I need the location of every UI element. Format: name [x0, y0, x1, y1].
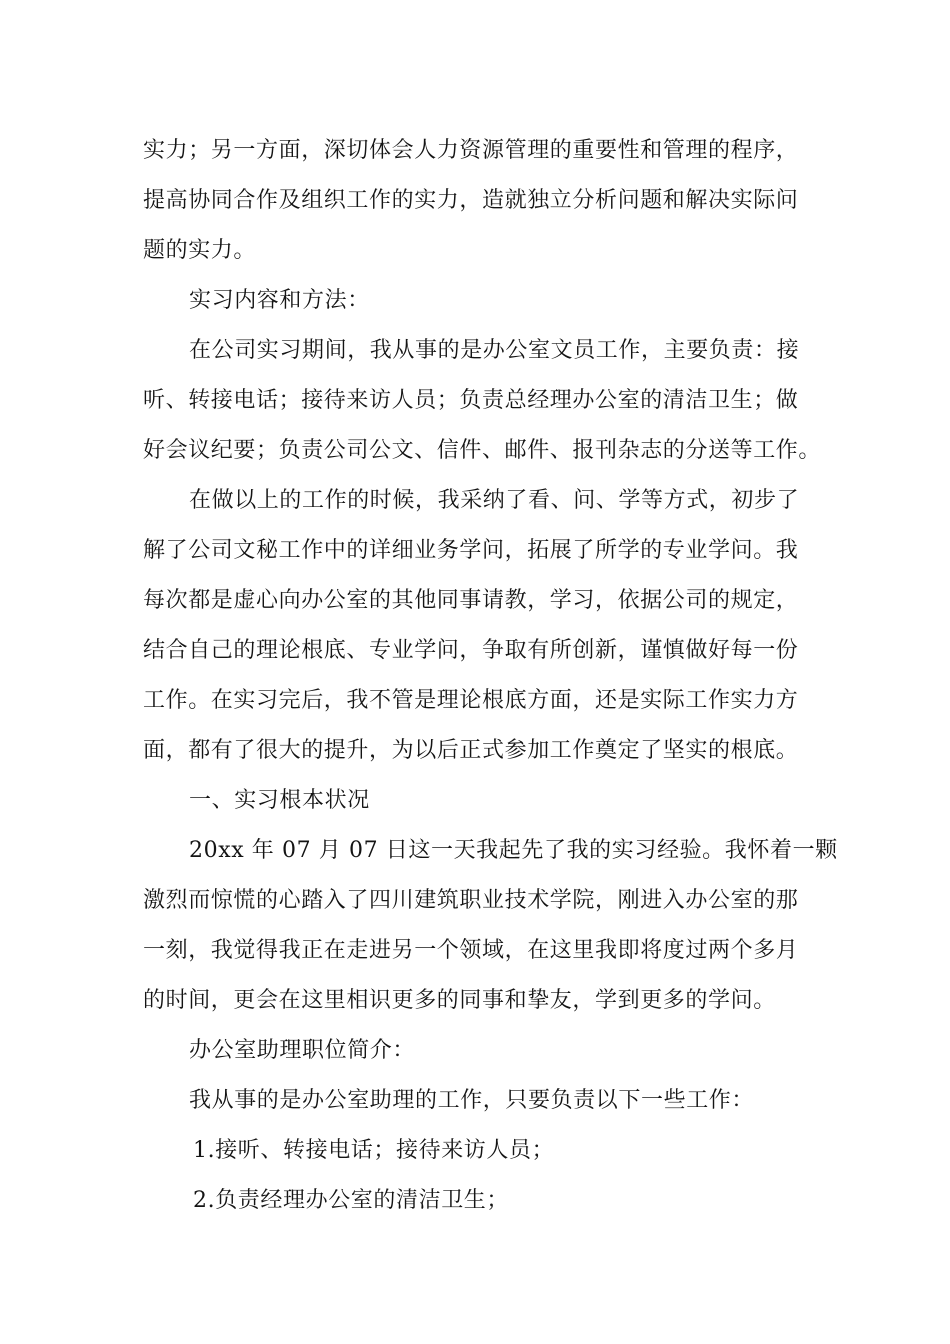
list-item: 2.负责经理办公室的清洁卫生；: [193, 1188, 509, 1213]
text-line: 在做以上的工作的时候，我采纳了看、问、学等方式，初步了: [189, 488, 800, 513]
text-line: 提高协同合作及组织工作的实力，造就独立分析问题和解决实际问: [143, 188, 799, 213]
text-line: 解了公司文秘工作中的详细业务学问，拓展了所学的专业学问。我: [143, 538, 799, 563]
section-heading: 实习内容和方法：: [189, 288, 370, 313]
text-line: 的时间，更会在这里相识更多的同事和挚友，学到更多的学问。: [143, 988, 776, 1013]
list-item: 1.接听、转接电话；接待来访人员；: [193, 1138, 555, 1163]
section-heading: 一、实习根本状况: [189, 788, 370, 813]
text-line: 好会议纪要；负责公司公文、信件、邮件、报刊杂志的分送等工作。: [143, 438, 822, 463]
text-line: 激烈而惊慌的心踏入了四川建筑职业技术学院，刚进入办公室的那: [143, 888, 799, 913]
text-line: 听、转接电话；接待来访人员；负责总经理办公室的清洁卫生；做: [143, 388, 799, 413]
text-line: 面，都有了很大的提升，为以后正式参加工作奠定了坚实的根底。: [143, 738, 799, 763]
text-line: 结合自己的理论根底、专业学问，争取有所创新，谨慎做好每一份: [143, 638, 799, 663]
text-line: 在公司实习期间，我从事的是办公室文员工作，主要负责：接: [189, 338, 800, 363]
text-line: 工作。在实习完后，我不管是理论根底方面，还是实际工作实力方: [143, 688, 799, 713]
text-line: 20xx 年 07 月 07 日这一天我起先了我的实习经验。我怀着一颗: [189, 838, 838, 863]
section-heading: 办公室助理职位简介：: [189, 1038, 416, 1063]
text-line: 每次都是虚心向办公室的其他同事请教，学习，依据公司的规定，: [143, 588, 799, 613]
text-line: 我从事的是办公室助理的工作，只要负责以下一些工作：: [189, 1088, 755, 1113]
text-line: 题的实力。: [143, 238, 257, 263]
text-line: 一刻，我觉得我正在走进另一个领域，在这里我即将度过两个多月: [143, 938, 799, 963]
text-line: 实力；另一方面，深切体会人力资源管理的重要性和管理的程序，: [143, 138, 799, 163]
